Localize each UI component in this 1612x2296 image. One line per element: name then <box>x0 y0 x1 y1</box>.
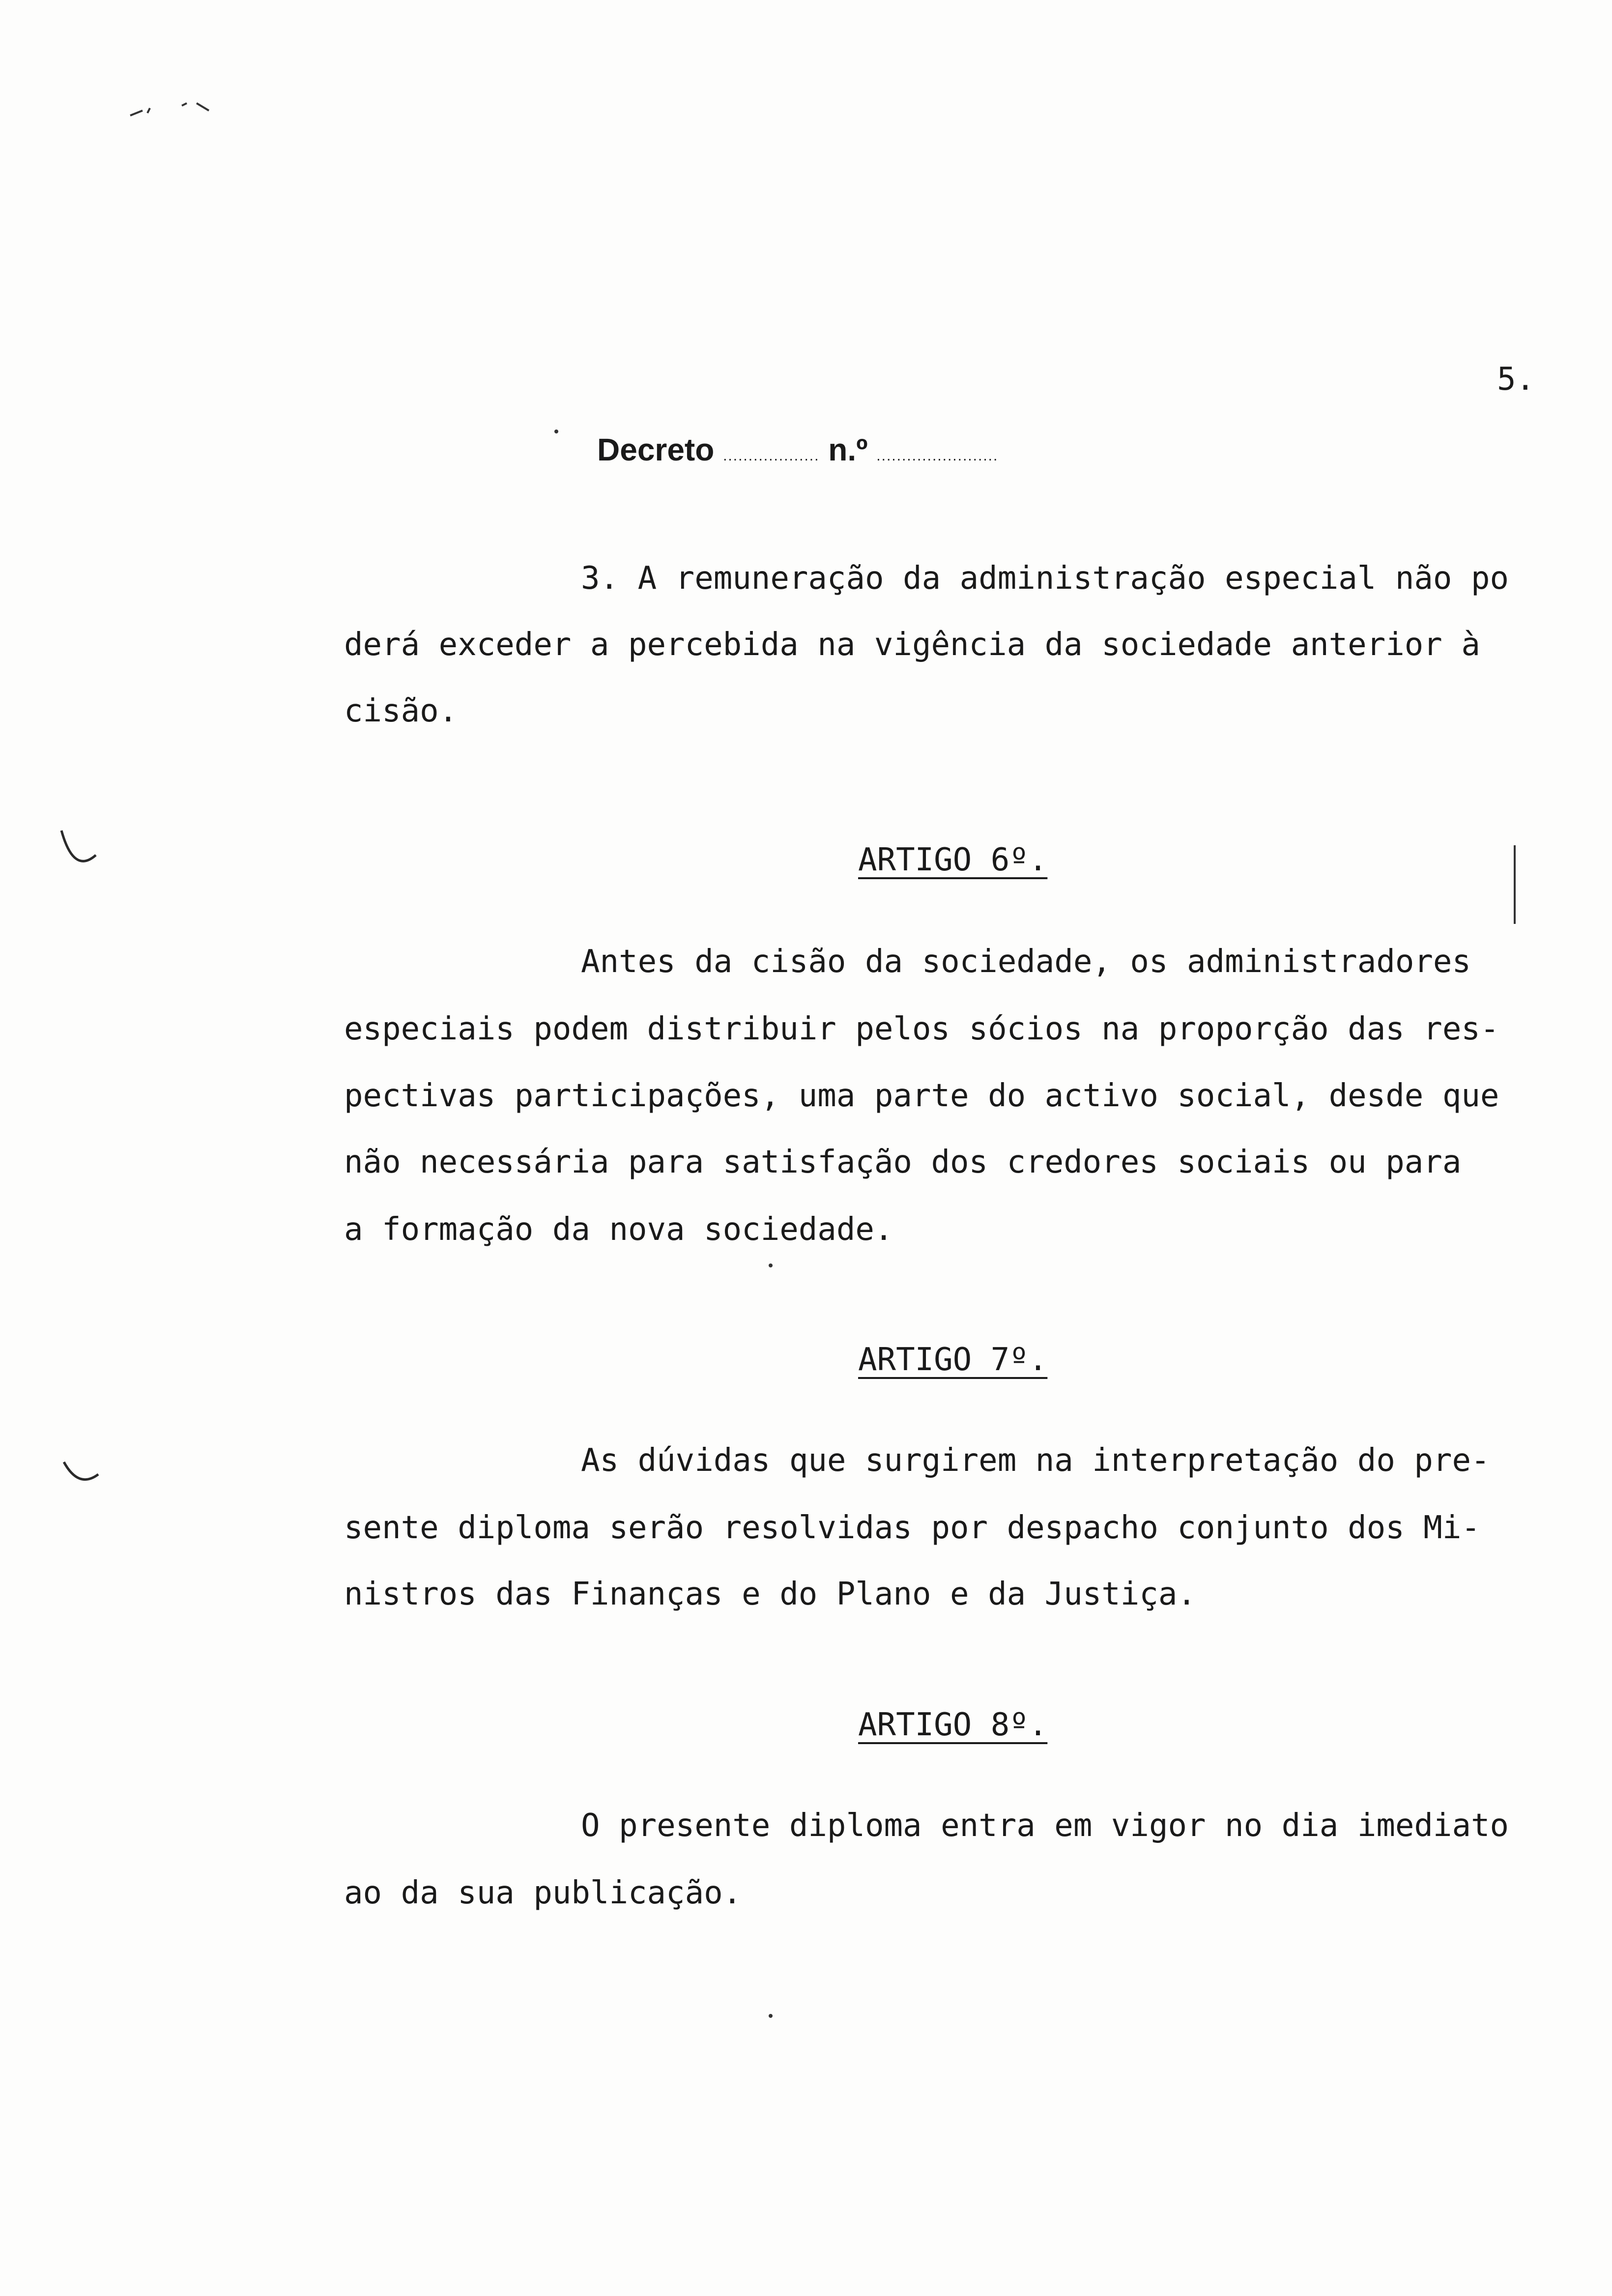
article-8-heading: ARTIGO 8º. <box>858 1707 1048 1743</box>
decree-blank-2: ........................ <box>876 448 999 464</box>
article-8-line-2: ao da sua publicação. <box>344 1875 742 1911</box>
decree-number-label: n.º <box>828 432 868 467</box>
decree-header <box>597 432 998 473</box>
article-6-line-4: não necessária para satisfação dos credores sociais ou para <box>344 1144 1462 1180</box>
page-number: 5. <box>1497 361 1535 398</box>
decree-label: Decreto <box>597 432 715 467</box>
corner-smudge <box>130 103 209 115</box>
article-7-heading: ARTIGO 7º. <box>858 1342 1048 1378</box>
article-7-line-2: sente diploma serão resolvidas por despacho conjunto dos Mi- <box>344 1510 1480 1546</box>
article-6-line-1: Antes da cisão da sociedade, os administradores <box>581 944 1471 980</box>
decree-blank-1: ................... <box>723 448 820 464</box>
article-7-line-1: As dúvidas que surgirem na interpretação do pre- <box>581 1442 1490 1479</box>
punch-hole-mark-upper <box>61 831 96 861</box>
article-6-line-2: especiais podem distribuir pelos sócios na proporção das res- <box>344 1011 1499 1047</box>
paragraph-3-line-1: 3. A remuneração da administração especial não po <box>581 560 1509 597</box>
article-6-line-5: a formação da nova sociedade. <box>344 1211 893 1248</box>
article-6-heading: ARTIGO 6º. <box>858 842 1048 878</box>
paragraph-3-line-3: cisão. <box>344 693 458 729</box>
punch-hole-mark-lower <box>64 1462 98 1480</box>
article-6-line-3: pectivas participações, uma parte do activo social, desde que <box>344 1078 1499 1114</box>
article-7-line-3: nistros das Finanças e do Plano e da Justiça. <box>344 1576 1196 1612</box>
article-8-line-1: O presente diploma entra em vigor no dia imediato <box>581 1808 1509 1844</box>
paragraph-3-line-2: derá exceder a percebida na vigência da sociedade anterior à <box>344 627 1480 663</box>
